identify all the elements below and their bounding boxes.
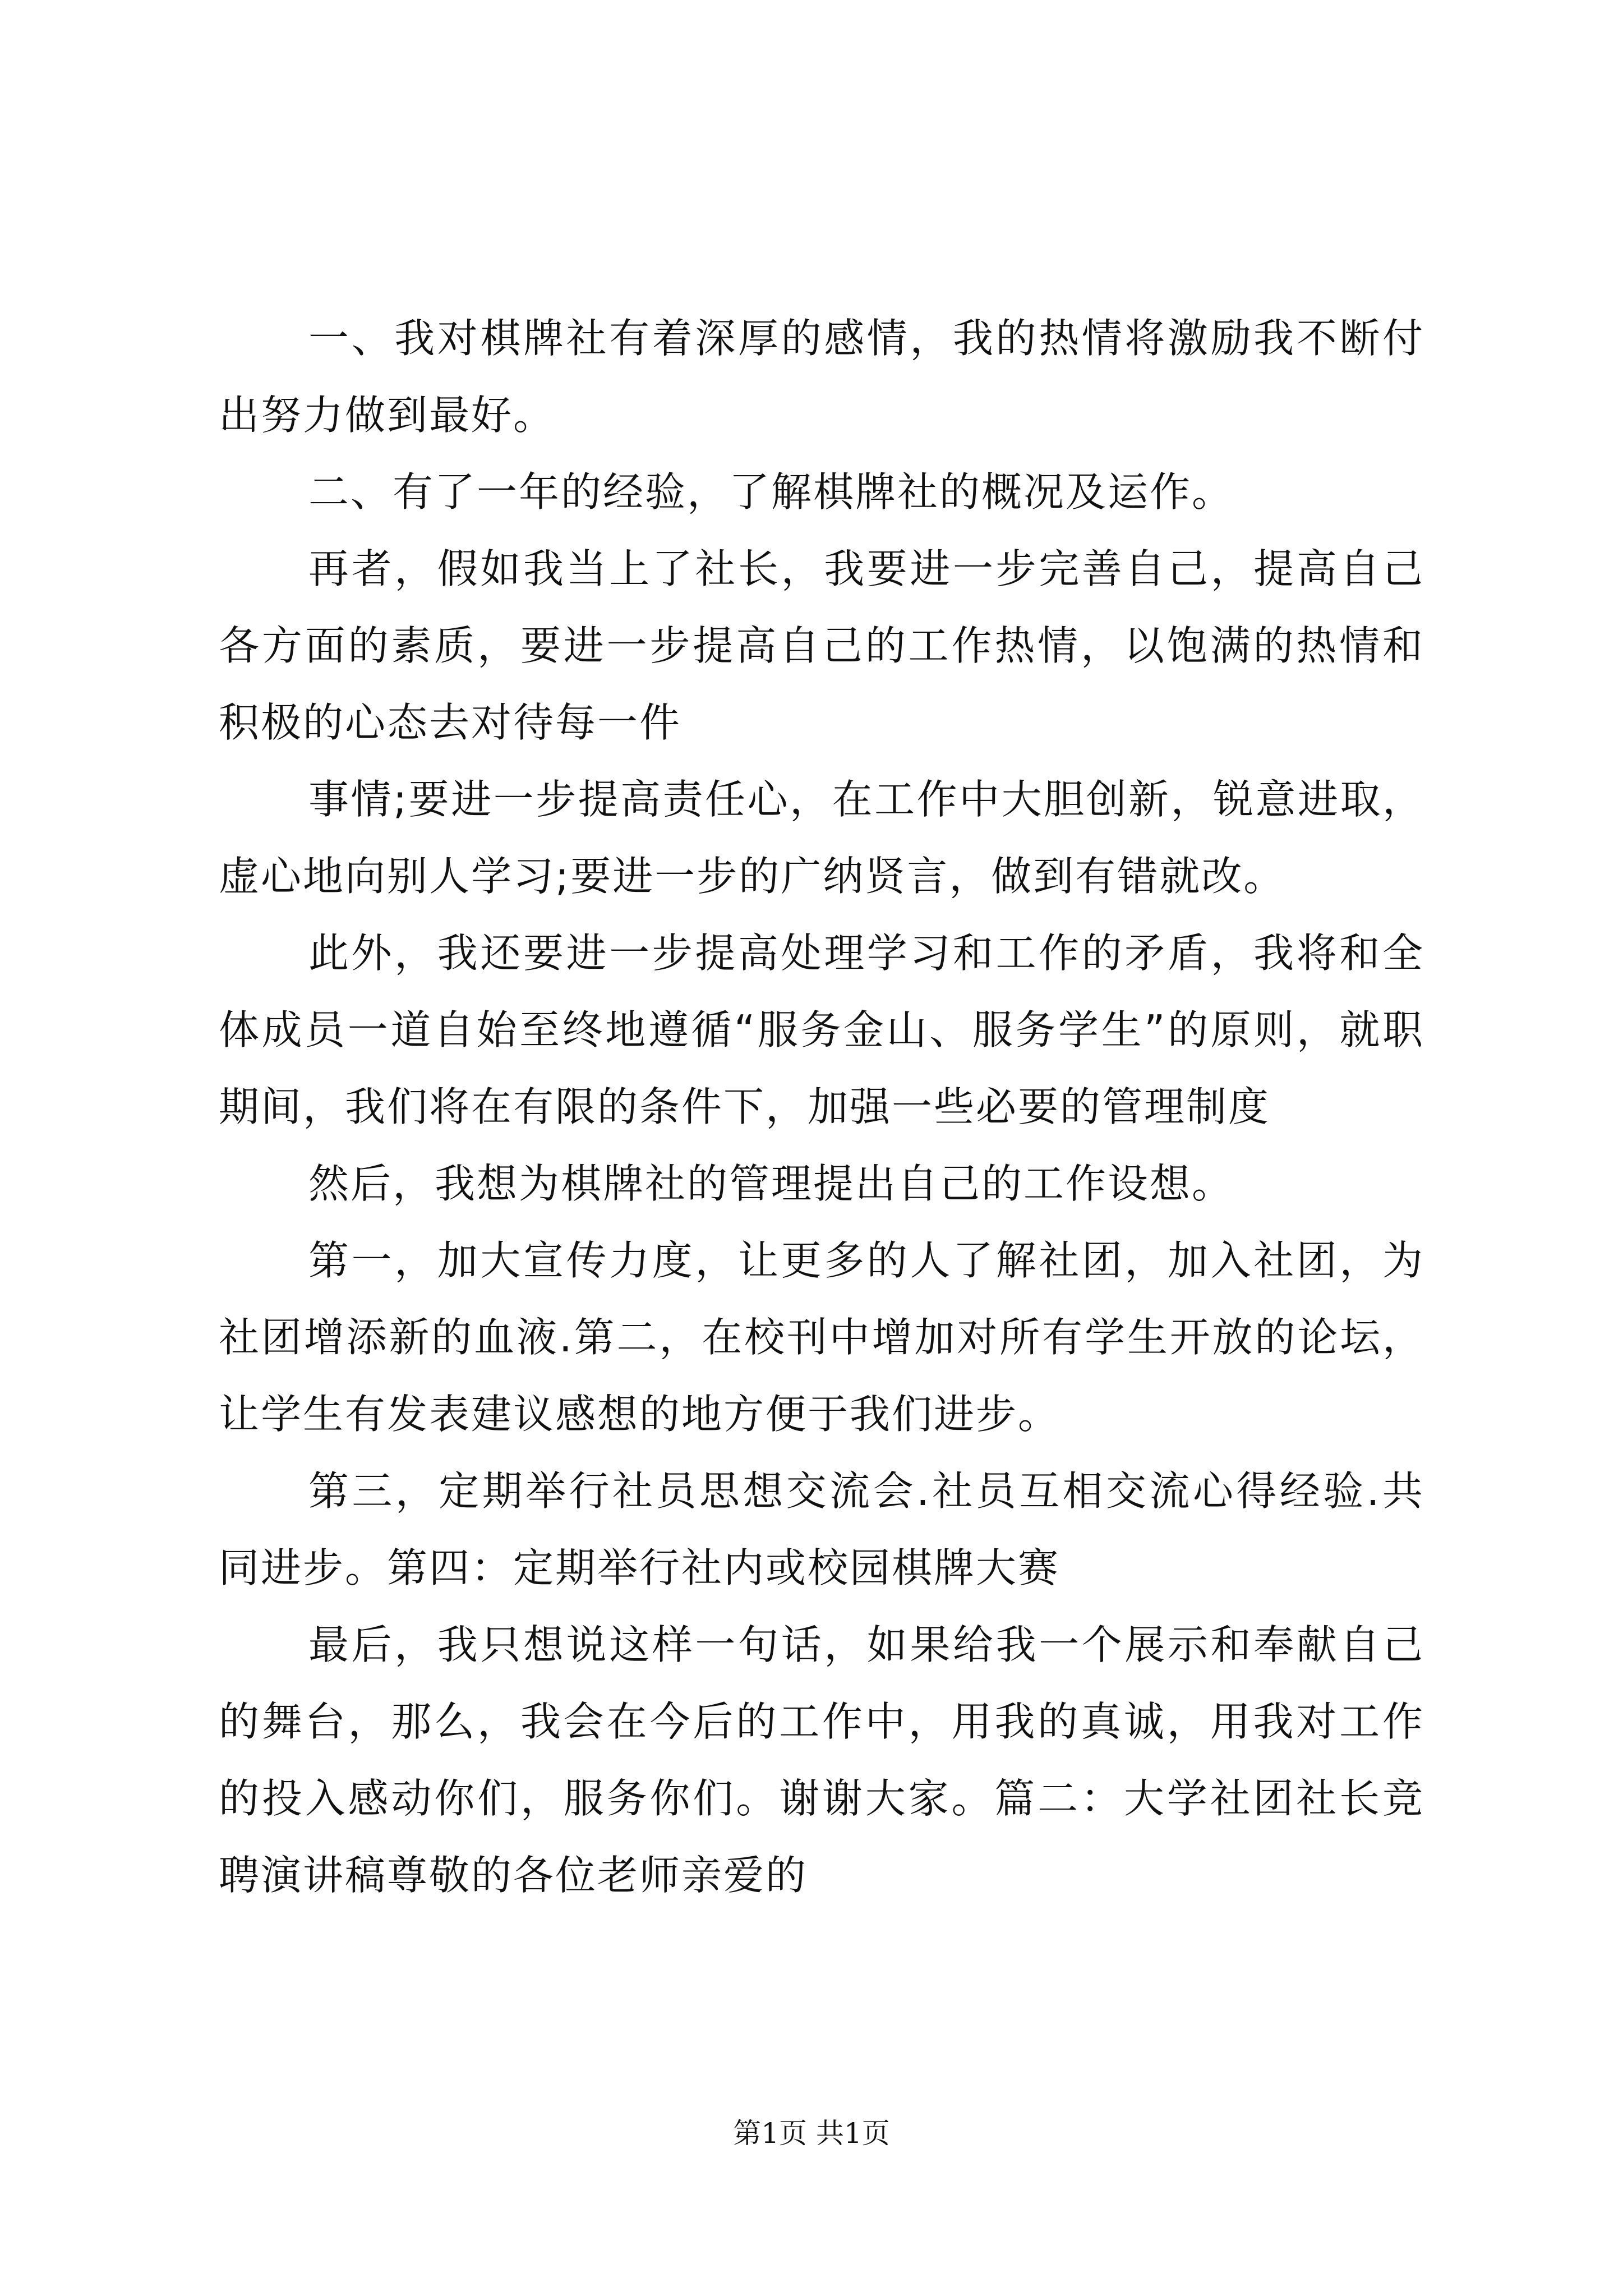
paragraph-7: 第一，加大宣传力度，让更多的人了解社团，加入社团，为社团增添新的血液.第二，在校刊中增加对所有学生开放的论坛，让学生有发表建议感想的地方便于我们进步。 xyxy=(219,1237,1424,1438)
document-body xyxy=(219,300,1424,1914)
paragraph-3: 再者，假如我当上了社长，我要进一步完善自己，提高自己各方面的素质，要进一步提高自己的工作热情，以饱满的热情和积极的心态去对待每一件 xyxy=(219,545,1424,746)
paragraph-2: 二、有了一年的经验，了解棋牌社的概况及运作。 xyxy=(308,468,1234,516)
paragraph-6: 然后，我想为棋牌社的管理提出自己的工作设想。 xyxy=(308,1160,1234,1207)
paragraph-5: 此外，我还要进一步提高处理学习和工作的矛盾，我将和全体成员一道自始至终地遵循“服务金山、服务学生”的原则，就职期间，我们将在有限的条件下，加强一些必要的管理制度 xyxy=(219,930,1424,1130)
paragraph-9: 最后，我只想说这样一句话，如果给我一个展示和奉献自己的舞台，那么，我会在今后的工作中，用我的真诚，用我对工作的投入感动你们，服务你们。谢谢大家。篇二：大学社团社长竞聘演讲稿尊敬的各位老师亲爱的 xyxy=(219,1621,1424,1899)
paragraph-1: 一、我对棋牌社有着深厚的感情，我的热情将激励我不断付出努力做到最好。 xyxy=(219,315,1424,439)
page-footer: 第1页 共1页 xyxy=(733,2117,890,2150)
paragraph-4: 事情;要进一步提高责任心，在工作中大胆创新，锐意进取，虚心地向别人学习;要进一步的广纳贤言，做到有错就改。 xyxy=(219,776,1424,900)
paragraph-8: 第三，定期举行社员思想交流会.社员互相交流心得经验.共同进步。第四：定期举行社内或校园棋牌大赛 xyxy=(219,1467,1424,1591)
